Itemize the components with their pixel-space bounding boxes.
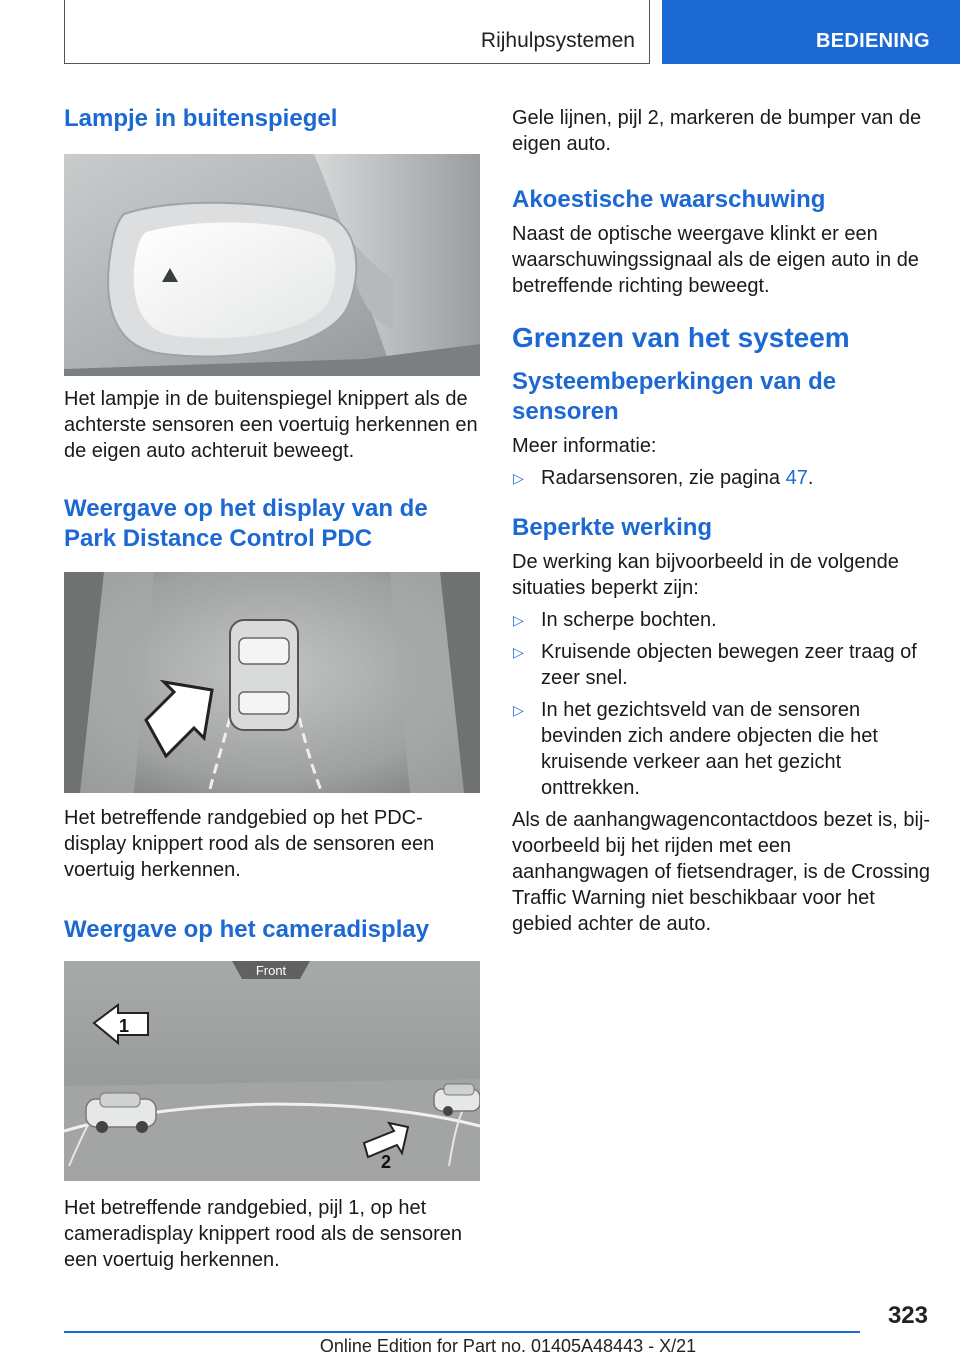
bullet-triangle-icon: ▷ — [513, 470, 524, 486]
header-section-box — [64, 0, 650, 64]
list-item — [512, 639, 932, 691]
camera-car-right — [434, 1084, 480, 1116]
camera-arrow-2-label: 2 — [380, 1152, 392, 1172]
restricted-function-list — [512, 607, 932, 801]
paragraph-trailer-socket: Als de aanhangwagencontactdoos bezet is, bijvoorbeeld bij het rijden met een aanhangwagen of fietsendrager, is de Crossing Traffic Warning niet beschikbaar voor het gebied achter de auto. — [512, 809, 931, 935]
list-item-text: In het gezichtsveld van de sensoren bevinden zich andere objecten die het kruisende verkeer aan het gezicht onttrekken. — [541, 699, 878, 799]
heading-camera-display: Weergave op het cameradisplay — [64, 916, 430, 943]
list-item — [512, 607, 932, 633]
footer-divider — [64, 1331, 860, 1333]
list-item — [512, 465, 932, 491]
left-column — [64, 96, 480, 1273]
mirror-figure — [64, 154, 480, 376]
heading-restricted-function: Beperkte werking — [512, 514, 713, 541]
page-number: 323 — [887, 1302, 928, 1329]
bullet-radar-end: . — [807, 467, 814, 489]
sensor-limits-list — [512, 465, 932, 491]
paragraph-more-info: Meer informatie: — [512, 435, 657, 457]
heading-system-limits: Grenzen van het systeem — [512, 322, 850, 353]
bullet-triangle-icon: ▷ — [513, 644, 524, 660]
header-chapter-tab — [662, 0, 960, 64]
footer-edition: Online Edition for Part no. 01405A48443 - X/21 — [319, 1336, 697, 1356]
heading-mirror-lamp: Lampje in buitenspiegel — [64, 105, 338, 132]
camera-display-figure — [64, 961, 480, 1181]
heading-acoustic-warning: Akoestische waarschuwing — [512, 186, 826, 213]
pdc-display-figure — [64, 572, 480, 793]
paragraph-pdc-display: Het betreffende randgebied op het PDC-display knippert rood als de sensoren een voertuig herkennen. — [64, 807, 435, 881]
heading-pdc-display: Weergave op het display van de Park Distance Control PDC — [64, 495, 428, 552]
right-column — [512, 96, 932, 937]
list-item-text: In scherpe bochten. — [541, 609, 717, 631]
page-reference-link[interactable]: 47 — [785, 467, 808, 489]
paragraph-yellow-lines: Gele lijnen, pijl 2, markeren de bumper van de eigen auto. — [512, 107, 922, 155]
bullet-radar-text: Radarsensoren, zie pagina — [541, 467, 786, 489]
bullet-triangle-icon: ▷ — [513, 702, 524, 718]
heading-sensor-limits: Systeembeperkingen van de sensoren — [512, 368, 837, 425]
list-item — [512, 697, 932, 801]
bullet-triangle-icon: ▷ — [513, 612, 524, 628]
paragraph-restricted-function: De werking kan bijvoorbeeld in de volgende situaties beperkt zijn: — [512, 551, 899, 599]
paragraph-camera-display: Het betreffende randgebied, pijl 1, op het cameradisplay knippert rood als de sensoren een voertuig herkennen. — [64, 1197, 462, 1271]
header-section-title: Rijhulpsystemen — [480, 29, 635, 52]
camera-car-left — [86, 1093, 156, 1133]
paragraph-acoustic-warning: Naast de optische weergave klinkt er een waarschuwingssignaal als de eigen auto in de betreffende richting beweegt. — [512, 223, 919, 297]
camera-arrow-1-label: 1 — [118, 1016, 130, 1036]
paragraph-mirror-lamp: Het lampje in de buitenspiegel knippert als de achterste sensoren een voertuig herkennen en de eigen auto achteruit beweegt. — [64, 388, 478, 462]
header-chapter-title: BEDIENING — [816, 30, 930, 52]
camera-label-front: Front — [255, 963, 287, 978]
list-item-text: Kruisende objecten bewegen zeer traag of zeer snel. — [541, 641, 917, 689]
